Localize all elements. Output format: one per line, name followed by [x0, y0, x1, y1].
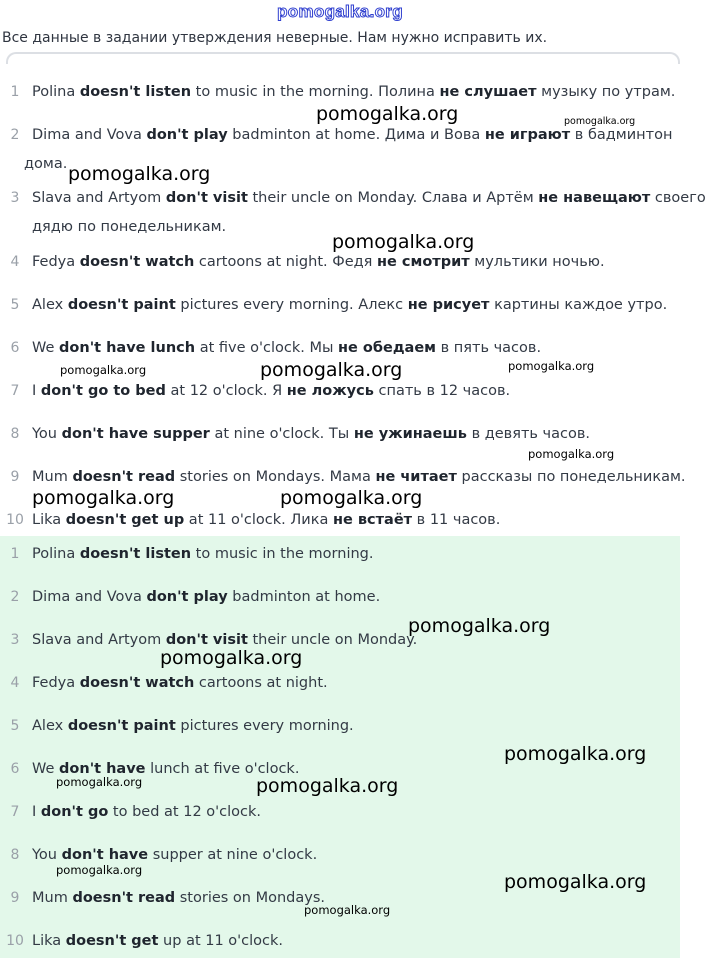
answer-sentence: Slava and Artyom don't visit their uncle on Monday.	[32, 632, 418, 648]
answer-sentence: Alex doesn't paint pictures every morning.	[32, 718, 354, 734]
line-number: 2	[10, 589, 20, 605]
answer-sentence: You don't have supper at nine o'clock.	[32, 847, 318, 863]
sentence: You don't have supper at nine o'clock. Ты не ужинаешь в девять часов.	[32, 426, 590, 442]
line-number: 9	[10, 469, 20, 485]
line-number: 6	[10, 761, 20, 777]
sentence: I don't go to bed at 12 o'clock. Я не ложусь спать в 12 часов.	[32, 383, 511, 399]
line-number: 5	[10, 297, 20, 313]
answer-sentence: Polina doesn't listen to music in the morning.	[32, 546, 374, 562]
watermark: pomogalka.org	[316, 103, 459, 125]
watermark: pomogalka.org	[504, 743, 647, 765]
sentence: Alex doesn't paint pictures every morning. Алекс не рисует картины каждое утро.	[32, 297, 668, 313]
watermark: pomogalka.org	[160, 647, 303, 669]
line-number: 10	[6, 512, 24, 528]
sentence: Slava and Artyom don't visit their uncle on Monday. Слава и Артём не навещают своего	[32, 190, 706, 206]
answer-sentence: Fedya doesn't watch cartoons at night.	[32, 675, 328, 691]
line-number: 2	[10, 127, 20, 143]
watermark: pomogalka.org	[508, 359, 595, 373]
line-number: 5	[10, 718, 20, 734]
sentence: We don't have lunch at five o'clock. Мы не обедаем в пять часов.	[32, 340, 542, 356]
sentence-continuation: дядю по понедельникам.	[32, 219, 227, 235]
sentence: Fedya doesn't watch cartoons at night. Федя не смотрит мультики ночью.	[32, 254, 605, 270]
line-number: 4	[10, 254, 20, 270]
watermark: pomogalka.org	[260, 359, 403, 381]
sentence: Lika doesn't get up at 11 o'clock. Лика не встаёт в 11 часов.	[32, 512, 501, 528]
watermark: pomogalka.org	[564, 116, 636, 127]
line-number: 1	[10, 546, 20, 562]
line-number: 1	[10, 84, 20, 100]
line-number: 7	[10, 383, 20, 399]
site-logo[interactable]: pomogalka.org	[277, 2, 403, 21]
line-number: 8	[10, 847, 20, 863]
line-number: 6	[10, 340, 20, 356]
watermark: pomogalka.org	[304, 903, 391, 917]
line-number: 7	[10, 804, 20, 820]
task-intro: Все данные в задании утверждения неверные. Нам нужно исправить их.	[2, 30, 548, 46]
watermark: pomogalka.org	[332, 231, 475, 253]
watermark: pomogalka.org	[68, 163, 211, 185]
answer-sentence: We don't have lunch at five o'clock.	[32, 761, 300, 777]
watermark: pomogalka.org	[60, 363, 147, 377]
answer-sentence: Mum doesn't read stories on Mondays.	[32, 890, 326, 906]
line-number: 3	[10, 190, 20, 206]
card-border	[6, 52, 680, 64]
answer-sentence: Dima and Vova don't play badminton at home.	[32, 589, 381, 605]
sentence-continuation: дома.	[24, 156, 68, 172]
watermark: pomogalka.org	[528, 447, 615, 461]
watermark: pomogalka.org	[280, 487, 423, 509]
watermark: pomogalka.org	[32, 487, 175, 509]
line-number: 8	[10, 426, 20, 442]
watermark: pomogalka.org	[408, 615, 551, 637]
line-number: 10	[6, 933, 24, 949]
answer-sentence: I don't go to bed at 12 o'clock.	[32, 804, 261, 820]
watermark: pomogalka.org	[504, 871, 647, 893]
sentence: Mum doesn't read stories on Mondays. Мама не читает рассказы по понедельникам.	[32, 469, 686, 485]
line-number: 4	[10, 675, 20, 691]
sentence: Dima and Vova don't play badminton at home. Дима и Вова не играют в бадминтон	[32, 127, 673, 143]
answer-sentence: Lika doesn't get up at 11 o'clock.	[32, 933, 284, 949]
watermark: pomogalka.org	[56, 775, 143, 789]
watermark: pomogalka.org	[256, 775, 399, 797]
watermark: pomogalka.org	[56, 863, 143, 877]
line-number: 3	[10, 632, 20, 648]
line-number: 9	[10, 890, 20, 906]
sentence: Polina doesn't listen to music in the morning. Полина не слушает музыку по утрам.	[32, 84, 676, 100]
